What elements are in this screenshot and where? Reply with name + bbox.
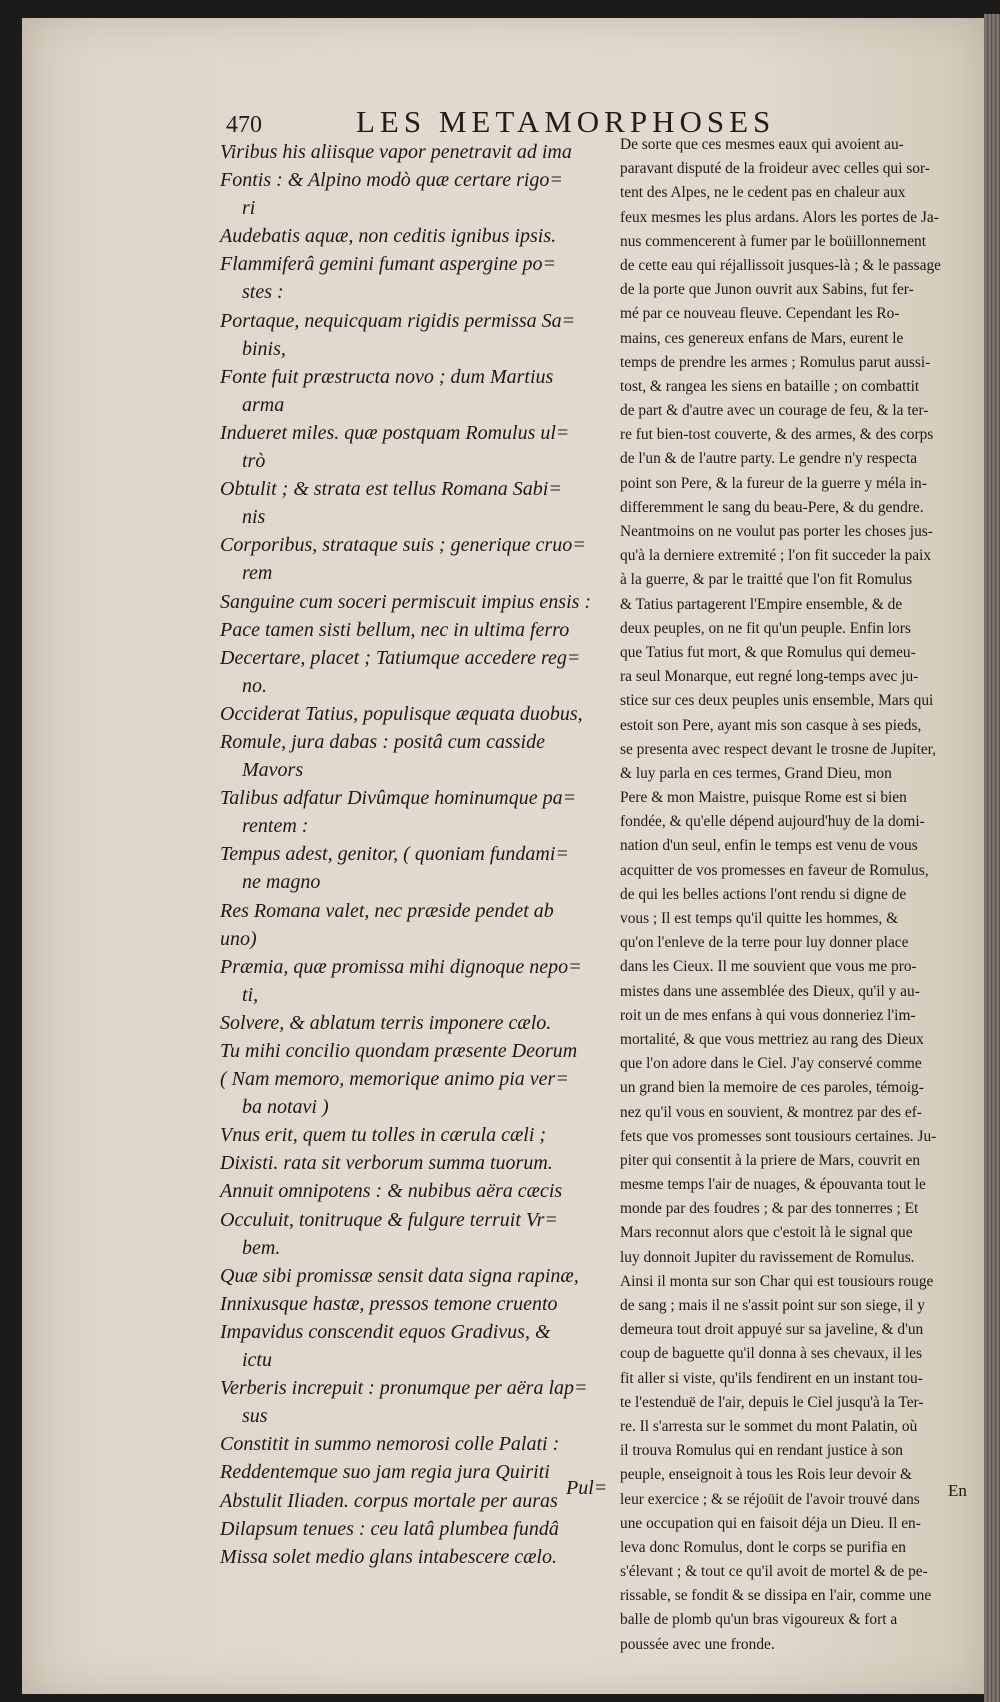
book-page-edges: [984, 14, 1000, 1702]
latin-verse-line: Viribus his aliisque vapor penetravit ad ima: [220, 141, 572, 163]
latin-verse-line: Quæ sibi promissæ sensit data signa rapinæ,: [220, 1264, 579, 1287]
french-prose-line: mesme temps l'air de nuages, & épouvanta tout le: [620, 1176, 926, 1194]
french-prose-line: il trouva Romulus qui en rendant justice à son: [620, 1442, 903, 1460]
page-number: 470: [226, 112, 262, 138]
french-prose-line: de l'un & de l'autre party. Le gendre n'y respecta: [620, 450, 918, 468]
french-prose-line: dans les Cieux. Il me souvient que vous me pro-: [620, 958, 917, 976]
latin-verse-line: rem: [242, 562, 273, 585]
latin-verse-line: Vnus erit, quem tu tolles in cærula cæli ;: [220, 1124, 547, 1147]
latin-verse-line: Occiderat Tatius, populisque æquata duobus,: [220, 702, 583, 725]
latin-verse-line: ti,: [242, 983, 259, 1006]
latin-verse-line: binis,: [242, 337, 286, 360]
french-prose-line: acquitter de vos promesses en faveur de Romulus,: [620, 861, 929, 879]
latin-verse-line: sus: [242, 1405, 268, 1428]
latin-verse-line: Reddentemque suo jam regia jura Quiriti: [220, 1461, 550, 1484]
latin-verse-column: [220, 138, 600, 1571]
french-prose-line: re. Il s'arresta sur le sommet du mont Palatin, où: [620, 1417, 918, 1435]
french-prose-line: & luy parla en ces termes, Grand Dieu, mon: [620, 764, 892, 782]
latin-verse-line: Abstulit Iliaden. corpus mortale per auras: [220, 1489, 558, 1512]
french-prose-line: leva donc Romulus, dont le corps se purifia en: [620, 1538, 906, 1556]
french-prose-line: balle de plomb qu'un bras vigoureux & fort a: [620, 1611, 898, 1629]
latin-verse-line: Occuluit, tonitruque & fulgure terruit Vr=: [220, 1208, 558, 1231]
latin-verse-line: Annuit omnipotens : & nubibus aëra cæcis: [220, 1180, 563, 1203]
french-prose-line: piter qui consentit à la priere de Mars, couvrit en: [620, 1151, 921, 1169]
french-prose-line: qu'à la derniere extremité ; l'on fit succeder la paix: [620, 547, 932, 565]
french-prose-line: temps de prendre les armes ; Romulus parut aussi-: [620, 353, 931, 371]
french-prose-line: deux peuples, on ne fit qu'un peuple. Enfin lors: [620, 619, 911, 637]
french-prose-line: mains, ces genereux enfans de Mars, eurent le: [620, 329, 904, 347]
latin-verse-line: nis: [242, 506, 266, 529]
french-prose-line: differemment le sang du beau-Pere, & du gendre.: [620, 498, 924, 516]
french-prose-line: se presenta avec respect devant le trosne de Jupiter,: [620, 740, 937, 758]
latin-verse-line: Obtulit ; & strata est tellus Romana Sabi=: [220, 478, 562, 501]
french-prose-line: De sorte que ces mesmes eaux qui avoient au-: [620, 136, 904, 153]
latin-verse-line: Pace tamen sisti bellum, nec in ultima ferro: [220, 618, 570, 641]
french-prose-line: que Tatius fut mort, & que Romulus qui demeu-: [620, 643, 916, 661]
latin-verse-line: bem.: [242, 1236, 281, 1259]
french-prose-line: un grand bien la memoire de ces paroles, témoig-: [620, 1079, 924, 1097]
latin-verse-line: stes :: [242, 281, 284, 304]
french-prose-line: paravant disputé de la froideur avec celles qui sor-: [620, 160, 930, 178]
french-prose-line: de cette eau qui réjallissoit jusques-là ; & le passage: [620, 256, 941, 274]
latin-verse-line: Decertare, placet ; Tatiumque accedere reg=: [220, 646, 581, 669]
latin-verse-line: Solvere, & ablatum terris imponere cælo.: [220, 1011, 552, 1034]
french-prose-line: fets que vos promesses sont tousiours certaines. Ju-: [620, 1127, 937, 1145]
french-prose-line: de la porte que Junon ouvrit aux Sabins, fut fer-: [620, 281, 914, 299]
french-prose-line: leur exercice ; & se réjoüit de l'avoir trouvé dans: [620, 1490, 920, 1508]
french-prose-line: nation d'un seul, enfin le temps est venu de vous: [620, 837, 918, 855]
french-prose-line: mistes dans une assemblée des Dieux, qu'il y au-: [620, 982, 920, 1000]
latin-verse-line: Constitit in summo nemorosi colle Palati :: [220, 1433, 560, 1456]
french-prose-line: demeura tout droit appuyé sur sa javeline, & d'un: [620, 1321, 924, 1339]
latin-verse-line: uno): [220, 927, 257, 950]
latin-verse-line: Fontis : & Alpino modò quæ certare rigo=: [220, 169, 563, 192]
latin-verse-line: Indueret miles. quæ postquam Romulus ul=: [220, 421, 570, 444]
latin-verse-line: no.: [242, 674, 267, 697]
latin-verse-line: ba notavi ): [242, 1096, 329, 1119]
latin-verse-line: Impavidus conscendit equos Gradivus, &: [220, 1320, 551, 1343]
latin-verse-line: Sanguine cum soceri permiscuit impius ensis :: [220, 590, 592, 613]
french-prose-line: mé par ce nouveau fleuve. Cependant les Ro-: [620, 305, 900, 323]
french-prose-line: Ainsi il monta sur son Char qui est tousiours rouge: [620, 1272, 934, 1290]
latin-verse-line: Dilapsum tenues : ceu latâ plumbea fundâ: [220, 1517, 559, 1540]
latin-verse-line: trò: [242, 450, 266, 473]
french-prose-line: que l'on adore dans le Ciel. J'ay conservé comme: [620, 1055, 922, 1073]
french-prose-line: fit aller si viste, qu'ils fendirent en un instant tou-: [620, 1369, 923, 1387]
latin-verse-line: ictu: [242, 1349, 272, 1372]
latin-verse-line: arma: [242, 393, 285, 416]
latin-verse-line: Tempus adest, genitor, ( quoniam fundami=: [220, 843, 569, 866]
french-prose-line: peuple, enseignoit à tous les Rois leur devoir &: [620, 1466, 912, 1484]
french-prose-line: rissable, se fondit & se dissipa en l'air, comme une: [620, 1587, 932, 1605]
french-prose-line: estoit son Pere, ayant mis son casque à ses pieds,: [620, 716, 922, 734]
french-prose-line: feux mesmes les plus ardans. Alors les portes de Ja-: [620, 208, 939, 226]
latin-verse-line: Innixusque hastæ, pressos temone cruento: [220, 1292, 558, 1315]
french-prose-line: luy donnoit Jupiter du ravissement de Romulus.: [620, 1248, 915, 1266]
latin-verse-line: Tu mihi concilio quondam præsente Deorum: [220, 1040, 578, 1062]
french-prose-line: monde par des foudres ; & par des tonnerres ; Et: [620, 1200, 919, 1218]
french-prose-line: mortalité, & que vous mettriez au rang des Dieux: [620, 1030, 924, 1048]
french-prose-line: te l'estenduë de l'air, depuis le Ciel jusqu'à la Ter-: [620, 1393, 924, 1411]
french-prose-line: Neantmoins on ne voulut pas porter les choses jus-: [620, 523, 933, 540]
running-head: LES METAMORPHOSES: [356, 104, 776, 139]
french-prose-line: tost, & rangea les siens en bataille ; on combattit: [620, 377, 920, 395]
latin-verse-line: Corporibus, strataque suis ; generique cruo=: [220, 534, 586, 557]
latin-verse-line: Missa solet medio glans intabescere cælo.: [220, 1545, 557, 1568]
french-prose-column: [620, 133, 976, 1657]
french-prose-line: nez qu'il vous en souvient, & montrez par des ef-: [620, 1103, 922, 1121]
french-prose-line: de part & d'autre avec un courage de feu, & la ter-: [620, 402, 929, 420]
latin-verse-line: Dixisti. rata sit verborum summa tuorum.: [220, 1152, 553, 1175]
latin-verse-line: Portaque, nequicquam rigidis permissa Sa=: [220, 309, 576, 332]
latin-verse-line: Res Romana valet, nec præside pendet ab: [220, 899, 554, 922]
french-prose-line: tent des Alpes, ne le cedent pas en chaleur aux: [620, 184, 906, 202]
french-prose-line: re fut bien-tost couverte, & des armes, & des corps: [620, 426, 934, 444]
french-prose-line: & Tatius partagerent l'Empire ensemble, & de: [620, 595, 903, 613]
latin-verse-line: ri: [242, 197, 256, 220]
latin-catchword: Pul=: [566, 1477, 608, 1499]
french-prose-line: Pere & mon Maistre, puisque Rome est si bien: [620, 789, 907, 807]
french-prose-line: fondée, & qu'elle dépend aujourd'huy de la domi-: [620, 813, 925, 831]
french-prose-line: nus commencerent à fumer par le boüillonnement: [620, 232, 926, 250]
latin-verse-line: Mavors: [242, 759, 304, 782]
french-prose-line: une occupation qui en faisoit déja un Dieu. Il en-: [620, 1514, 921, 1532]
latin-verse-line: Verberis increpuit : pronumque per aëra lap=: [220, 1377, 588, 1400]
latin-verse-line: Flammiferâ gemini fumant aspergine po=: [220, 253, 557, 276]
latin-verse-line: Audebatis aquæ, non ceditis ignibus ipsis.: [220, 225, 557, 248]
french-prose-line: à la guerre, & par le traitté que l'on fit Romulus: [620, 571, 913, 589]
french-prose-line: stice sur ces deux peuples unis ensemble, Mars qui: [620, 692, 934, 710]
french-prose-line: point son Pere, & la fureur de la guerre y méla in-: [620, 474, 927, 492]
latin-verse-line: ne magno: [242, 871, 321, 894]
french-prose-line: roit un de mes enfans à qui vous donneriez l'im-: [620, 1006, 916, 1024]
french-prose-line: de sang ; mais il ne s'assit point sur son siege, il y: [620, 1297, 926, 1314]
french-prose-line: s'élevant ; & tout ce qu'il avoit de mortel & de pe-: [620, 1563, 928, 1581]
french-prose-line: vous ; Il est temps qu'il quitte les hommes, &: [620, 910, 899, 927]
french-prose-line: ra seul Monarque, eut regné long-temps avec ju-: [620, 668, 919, 686]
french-prose-line: poussée avec une fronde.: [620, 1635, 775, 1653]
latin-verse-line: Præmia, quæ promissa mihi dignoque nepo=: [220, 955, 582, 978]
french-prose-line: coup de baguette qu'il donna à ses chevaux, il les: [620, 1345, 922, 1363]
latin-verse-line: Fonte fuit præstructa novo ; dum Martius: [220, 365, 554, 388]
latin-verse-line: ( Nam memoro, memorique animo pia ver=: [220, 1068, 569, 1091]
latin-verse-line: Talibus adfatur Divûmque hominumque pa=: [220, 787, 577, 810]
french-prose-line: de qui les belles actions l'ont rendu si digne de: [620, 885, 907, 903]
latin-verse-line: Romule, jura dabas : positâ cum casside: [220, 730, 545, 753]
french-catchword: En: [948, 1481, 967, 1500]
latin-verse-line: rentem :: [242, 815, 309, 838]
french-prose-line: Mars reconnut alors que c'estoit là le signal que: [620, 1224, 913, 1242]
french-prose-line: qu'on l'enleve de la terre pour luy donner place: [620, 934, 909, 952]
